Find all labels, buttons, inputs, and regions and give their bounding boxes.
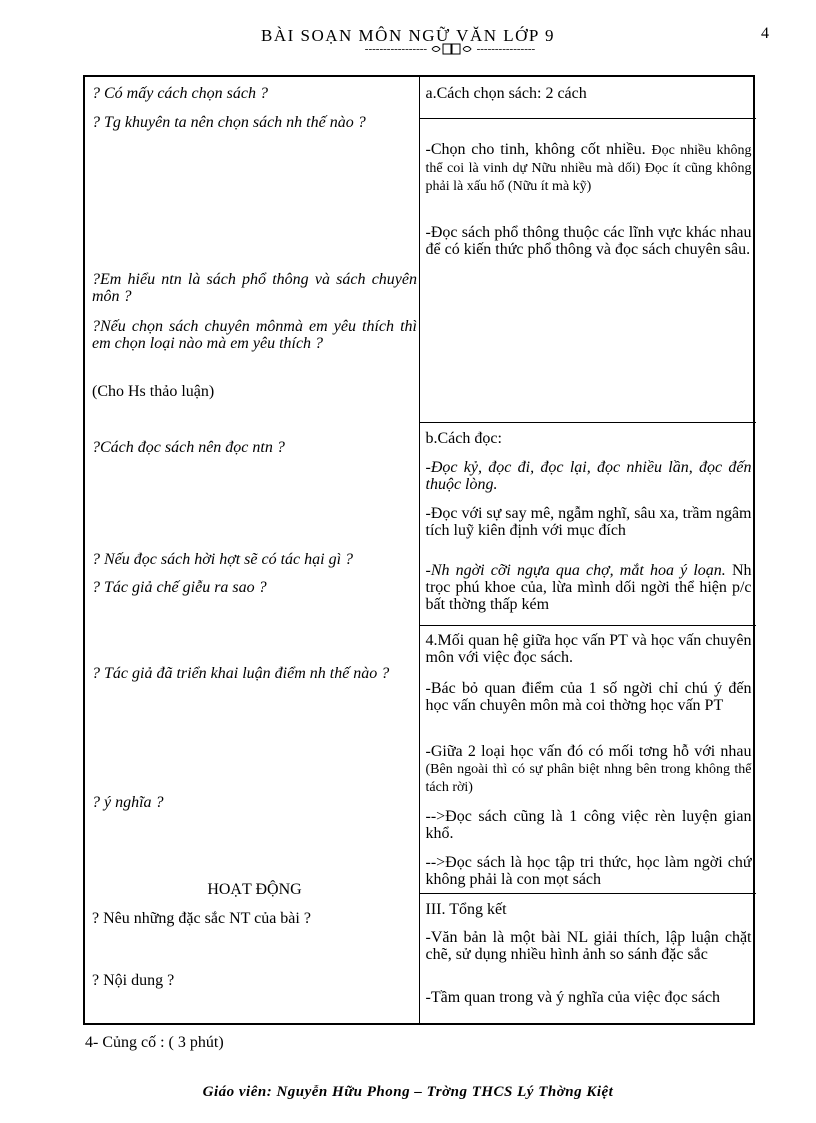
book-ornament-icon — [430, 43, 474, 55]
question-item: ? ý nghĩa ? — [92, 794, 164, 811]
question-item: ? Tác giả đã triển khai luận điểm nh thế nào ? — [92, 665, 390, 682]
question-item: (Cho Hs thảo luận) — [92, 383, 215, 400]
lesson-table — [83, 75, 755, 1025]
row-divider — [420, 893, 756, 894]
question-item: ? Có mấy cách chọn sách ? — [92, 85, 268, 102]
answer-item: -->Đọc sách cũng là 1 công việc rèn luyện gian khổ. — [425, 808, 752, 842]
question-item: ?Nếu chọn sách chuyên mônmà em yêu thích thì em chọn loại nào mà em yêu thích ? — [92, 318, 417, 352]
answer-heading: b.Cách đọc: — [425, 430, 502, 447]
answer-item — [426, 743, 752, 796]
answer-item: -Bác bỏ quan điểm của 1 số ngời chỉ chú ý đến học vấn chuyên môn mà coi thờng học vấn PT — [425, 680, 752, 714]
header-ornament — [280, 43, 620, 55]
answer-heading: III. Tổng kết — [425, 901, 507, 918]
question-item: ? Tg khuyên ta nên chọn sách nh thế nào ? — [92, 114, 366, 131]
answer-item-main: -Chọn cho tinh, không cốt nhiều. — [425, 141, 646, 158]
answer-item — [426, 141, 752, 195]
document-title: BÀI SOẠN MÔN NGỮ VĂN LỚP 9 — [261, 26, 555, 45]
answer-item-normal: Nh trọc phú khoe của, lừa mình dối ngời thể hiện p/c bất thờng thấp kém — [425, 562, 752, 613]
answer-item: -Đọc với sự say mê, ngẫm nghĩ, sâu xa, trầm ngâm tích luỹ kiên định với mục đích — [425, 505, 752, 539]
ornament-dashes-right: ---------------- — [476, 43, 536, 55]
answer-item-main: -Giữa 2 loại học vấn đó có mối tơng hỗ với nhau — [425, 743, 752, 760]
answer-item-italic: -Nh ngời cỡi ngựa qua chợ, mắt hoa ý loạn. — [425, 562, 726, 579]
answer-item-note: Đọc nhiều không thể coi là vinh dự Nữu nhiều mà dối) Đọc ít cũng không phải là xấu hổ (Nữu ít mà kỹ) — [425, 143, 752, 194]
answer-item-note: (Bên ngoài thì có sự phân biệt nhng bên trong không thể tách rời) — [425, 762, 752, 795]
question-item: ? Nêu những đặc sắc NT của bài ? — [92, 910, 311, 927]
ornament-dashes-left: ----------------- — [364, 43, 428, 55]
question-item: ? Tác giả chế giễu ra sao ? — [92, 579, 267, 596]
answer-item: -Tầm quan trong và ý nghĩa của việc đọc sách — [425, 989, 721, 1006]
answers-column — [419, 76, 754, 1024]
teacher-footer: Giáo viên: Nguyễn Hữu Phong – Trờng THCS Lý Thờng Kiệt — [202, 1084, 614, 1100]
question-item: ? Nếu đọc sách hời hợt sẽ có tác hại gì ? — [92, 551, 354, 568]
answer-heading: a.Cách chọn sách: 2 cách — [425, 85, 587, 102]
consolidation-note: 4- Củng cố : ( 3 phút) — [85, 1034, 224, 1051]
answer-item: -Đọc kỷ, đọc đi, đọc lại, đọc nhiều lần, đọc đến thuộc lòng. — [425, 459, 752, 493]
answer-item: -->Đọc sách là học tập tri thức, học làm ngời chứ không phải là con mọt sách — [425, 854, 752, 888]
page-number: 4 — [761, 25, 769, 42]
questions-column — [84, 76, 419, 1024]
answer-item: -Đọc sách phổ thông thuộc các lĩnh vực khác nhau để có kiến thức phổ thông và đọc sách chuyên sâu. — [425, 224, 752, 258]
section-heading-activity: HOẠT ĐỘNG — [207, 881, 302, 898]
question-item: ?Em hiểu ntn là sách phổ thông và sách chuyên môn ? — [92, 271, 417, 305]
question-item: ?Cách đọc sách nên đọc ntn ? — [92, 439, 285, 456]
question-item: ? Nội dung ? — [92, 972, 175, 989]
row-divider — [420, 422, 756, 423]
answer-item: -Văn bản là một bài NL giải thích, lập luận chặt chẽ, sử dụng nhiều hình ảnh so sánh đặc sắc — [425, 929, 752, 963]
answer-item — [426, 562, 752, 613]
row-divider — [420, 118, 756, 119]
answer-heading: 4.Mối quan hệ giữa học vấn PT và học vấn chuyên môn với việc đọc sách. — [425, 632, 752, 666]
row-divider — [420, 625, 756, 626]
